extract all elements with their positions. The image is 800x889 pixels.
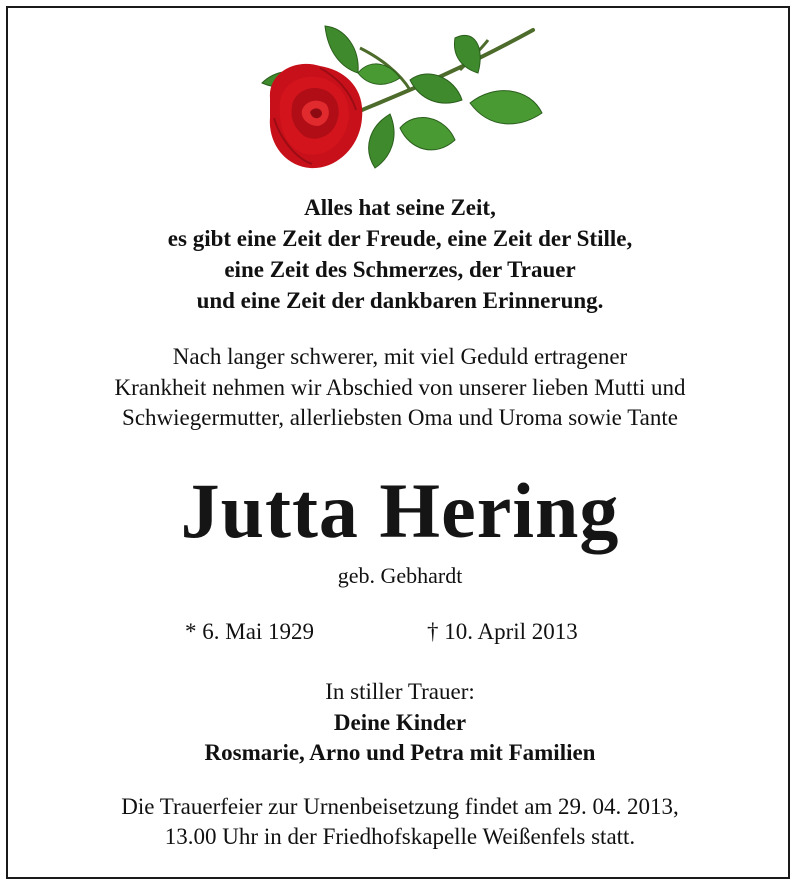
funeral-line: 13.00 Uhr in der Friedhofskapelle Weißenfels statt. xyxy=(164,824,636,849)
mourners-intro: In stiller Trauer: xyxy=(325,679,475,704)
poem-line: es gibt eine Zeit der Freude, eine Zeit der Stille, xyxy=(167,226,633,251)
poem xyxy=(8,192,792,316)
poem-line: eine Zeit des Schmerzes, der Trauer xyxy=(224,257,576,282)
life-dates xyxy=(0,617,800,647)
mourners-names: Rosmarie, Arno und Petra mit Familien xyxy=(204,740,596,765)
deceased-name: Jutta Hering xyxy=(180,467,620,554)
mourners-children: Deine Kinder xyxy=(333,709,467,735)
intro-line: Nach langer schwerer, mit viel Geduld ertragener xyxy=(172,344,628,369)
intro-line: Krankheit nehmen wir Abschied von unserer lieben Mutti und xyxy=(114,374,686,400)
intro-line: Schwiegermutter, allerliebsten Oma und Uroma sowie Tante xyxy=(122,405,678,430)
death-date: † 10. April 2013 xyxy=(427,619,578,644)
funeral-info xyxy=(8,792,792,852)
poem-line: und eine Zeit der dankbaren Erinnerung. xyxy=(196,288,604,313)
funeral-line: Die Trauerfeier zur Urnenbeisetzung findet am 29. 04. 2013, xyxy=(121,794,679,819)
rose-icon xyxy=(250,18,550,188)
mourners xyxy=(8,677,792,769)
maiden-name: geb. Gebhardt xyxy=(337,563,463,588)
poem-line: Alles hat seine Zeit, xyxy=(304,195,496,220)
birth-date: * 6. Mai 1929 xyxy=(185,619,315,644)
intro-text xyxy=(8,342,792,434)
